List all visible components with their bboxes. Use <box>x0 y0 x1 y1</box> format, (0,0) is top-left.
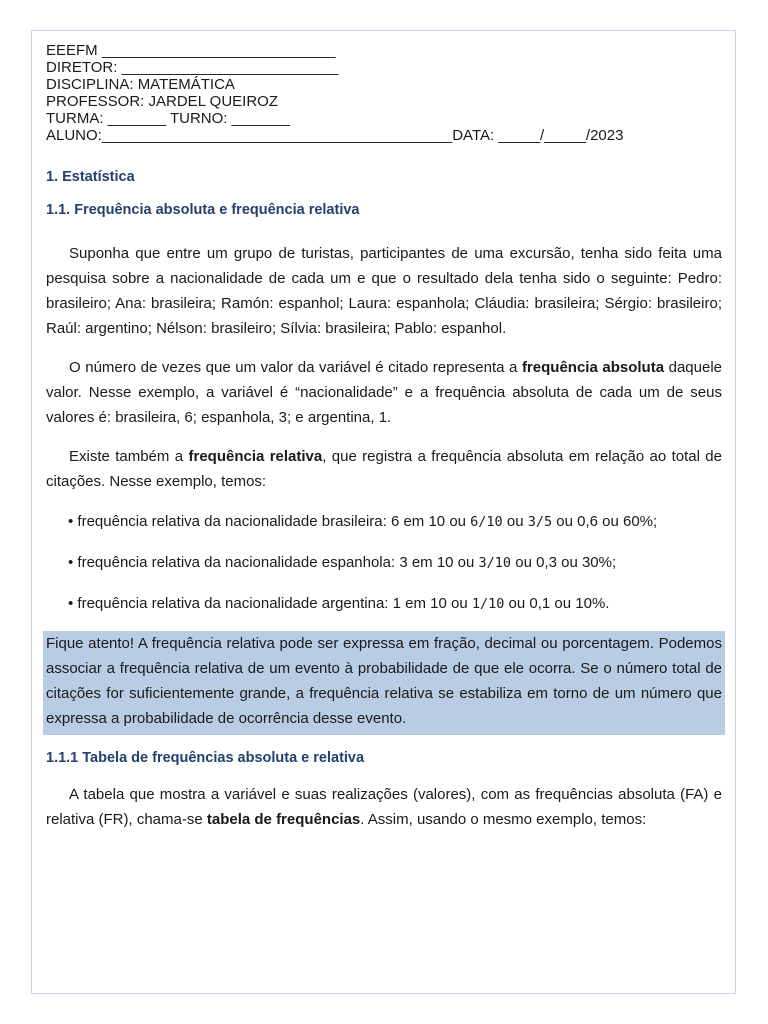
bold-term: frequência absoluta <box>521 359 665 376</box>
student-date-line: ALUNO:__________________________________________DATA: _____/_____/2023 <box>46 127 624 144</box>
bullet-argentine <box>46 594 722 614</box>
paragraph-text: daquele valor. Nesse exemplo, a variável é “nacionalidade” e a frequência absoluta de cada um de seus valores é: brasileira, 6; espanhola, 3; e argentina, 1. <box>46 359 722 426</box>
bullet-text: ou <box>502 513 528 530</box>
bullet-text: • frequência relativa da nacionalidade brasileira: 6 em 10 ou <box>68 513 471 530</box>
subject-line: DISCIPLINA: MATEMÁTICA <box>46 76 235 93</box>
paragraph-relative-frequency <box>46 444 722 494</box>
bullet-brazilian <box>46 512 722 532</box>
bullet-text: • frequência relativa da nacionalidade espanhola: 3 em 10 ou <box>68 554 479 571</box>
paragraph-text: O número de vezes que um valor da variável é citado representa a <box>69 359 522 376</box>
fraction: 3/5 <box>527 514 553 530</box>
section-title-statistics: 1. Estatística <box>46 169 135 185</box>
callout-box: Fique atento! A frequência relativa pode ser expressa em fração, decimal ou porcentagem. Podemos associar a frequência relativa de um evento à probabilidade de que ele ocorra. Se o número total de citações for suficientemente grande, a frequência relativa se estabiliza em torno de um número que expressa a probabilidade de ocorrência desse evento. <box>43 631 725 735</box>
bullet-text: ou 0,1 ou 10%. <box>504 595 610 612</box>
paragraph-text: A tabela que mostra a variável e suas realizações (valores), com as frequências absoluta (FA) e relativa (FR), chama-se <box>46 786 722 828</box>
bullet-text: ou 0,6 ou 60%; <box>552 513 658 530</box>
bullet-spanish <box>46 553 722 573</box>
fraction: 6/10 <box>470 514 503 530</box>
teacher-line: PROFESSOR: JARDEL QUEIROZ <box>46 93 278 110</box>
class-shift-line: TURMA: _______ TURNO: _______ <box>46 110 291 127</box>
school-line: EEEFM ____________________________ <box>46 42 336 59</box>
fraction: 3/10 <box>478 555 512 571</box>
paragraph-text: Existe também a <box>69 448 189 465</box>
director-line: DIRETOR: __________________________ <box>46 59 339 76</box>
paragraph-survey: Suponha que entre um grupo de turistas, participantes de uma excursão, tenha sido feita uma pesquisa sobre a nacionalidade de cada um e que o resultado dela tenha sido o seguinte: Pedro: brasileiro; Ana: brasileira; Ramón: espanhol; Laura: espanhola; Cláudia: brasileira; Sérgio: brasileiro; Raúl: argentino; Nélson: brasileiro; Sílvia: brasileira; Pablo: espanhol. <box>46 245 722 337</box>
section-title-frequency-table: 1.1.1 Tabela de frequências absoluta e relativa <box>46 750 365 766</box>
paragraph-text: . Assim, usando o mesmo exemplo, temos: <box>360 811 647 828</box>
bullet-text: • frequência relativa da nacionalidade argentina: 1 em 10 ou <box>68 595 472 612</box>
section-title-frequencies: 1.1. Frequência absoluta e frequência relativa <box>46 202 360 218</box>
paragraph-absolute-frequency <box>46 355 722 430</box>
fraction: 1/10 <box>471 596 505 612</box>
paragraph-text: , que registra a frequência absoluta em relação ao total de citações. Nesse exemplo, temos: <box>46 448 722 490</box>
bold-term: tabela de frequências <box>206 811 361 828</box>
paragraph-frequency-table <box>46 782 722 832</box>
bold-term: frequência relativa <box>188 448 323 465</box>
document-body <box>46 42 722 832</box>
header-block <box>46 42 722 144</box>
bullet-text: ou 0,3 ou 30%; <box>511 554 617 571</box>
